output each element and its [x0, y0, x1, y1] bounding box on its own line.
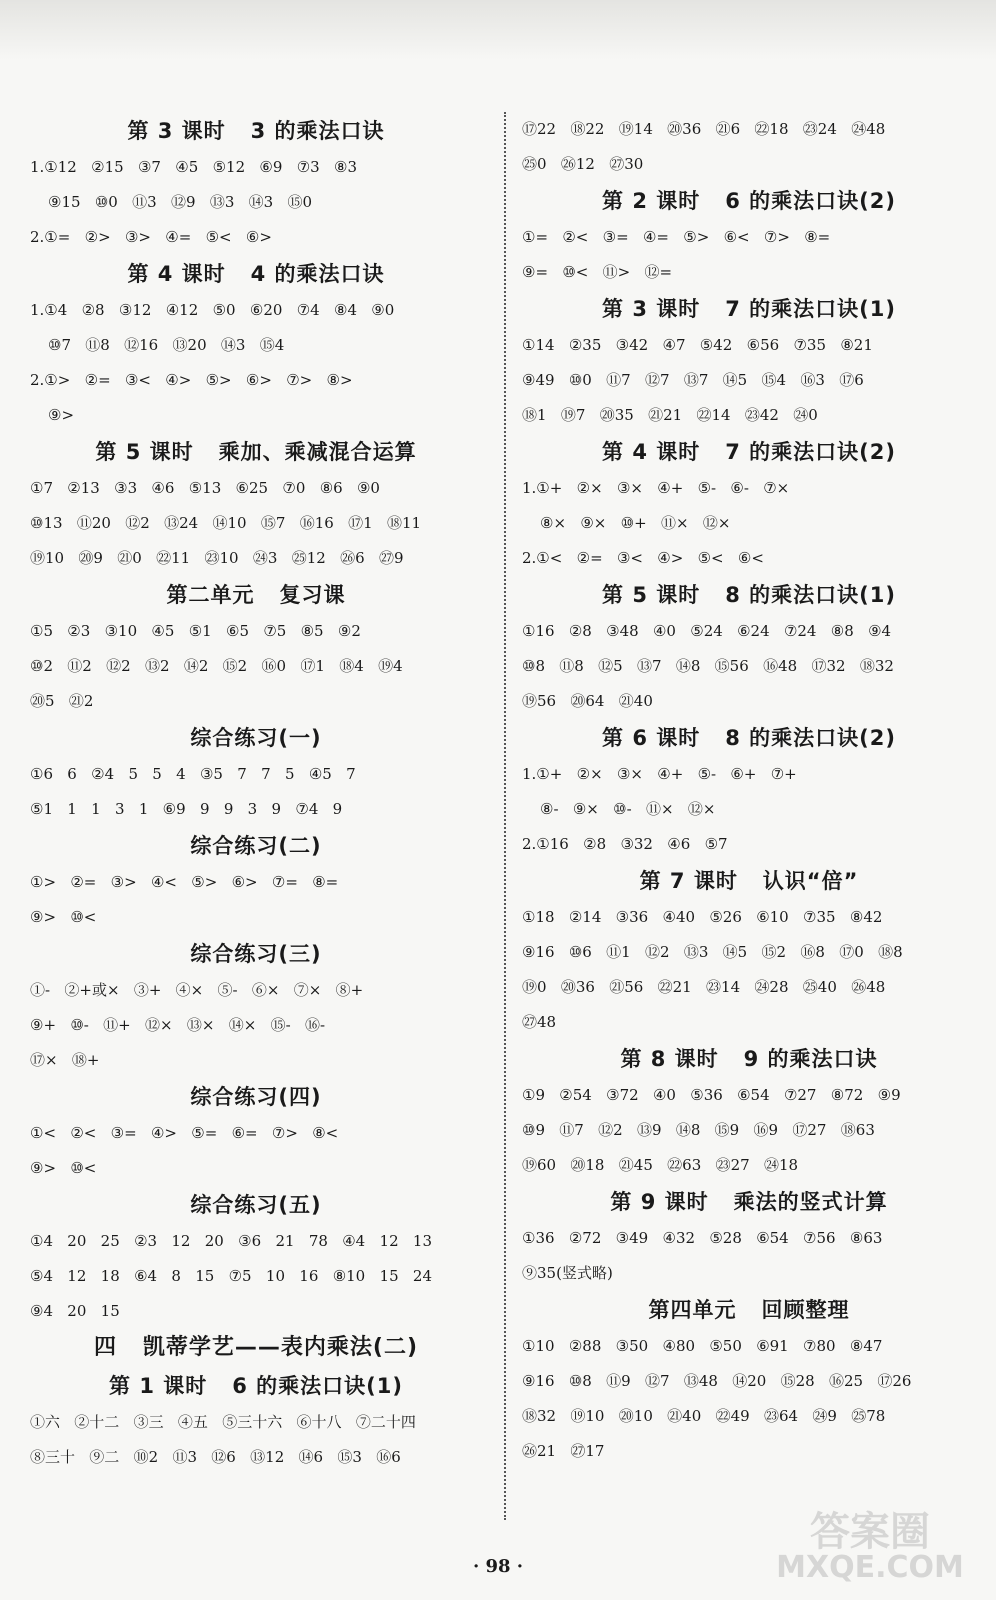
- answer-line: 2.①16 ②8 ③32 ④6 ⑤7: [522, 835, 728, 853]
- answer-line: ⑤4 12 18 ⑥4 8 15 ⑦5 10 16 ⑧10 15 24: [30, 1267, 433, 1285]
- answer-line: ⑩2 ⑪2 ⑫2 ⑬2 ⑭2 ⑮2 ⑯0 ⑰1 ⑱4 ⑲4: [30, 657, 403, 675]
- answer-line: ⑧三十 ⑨二 ⑩2 ⑪3 ⑫6 ⑬12 ⑭6 ⑮3 ⑯6: [30, 1448, 401, 1466]
- section-heading: 第 2 课时 6 的乘法口诀(2): [602, 189, 896, 213]
- answer-line: ⑧- ⑨× ⑩- ⑪× ⑫×: [540, 800, 716, 818]
- page-top-shading: [0, 0, 996, 60]
- answer-line: ①10 ②88 ③50 ④80 ⑤50 ⑥91 ⑦80 ⑧47: [522, 1337, 883, 1355]
- answer-line: ⑱1 ⑲7 ⑳35 ㉑21 ㉒14 ㉓42 ㉔0: [522, 406, 818, 424]
- answer-line: ⑲60 ⑳18 ㉑45 ㉒63 ㉓27 ㉔18: [522, 1156, 799, 1174]
- answer-line: ①16 ②8 ③48 ④0 ⑤24 ⑥24 ⑦24 ⑧8 ⑨4: [522, 622, 892, 640]
- section-heading: 第二单元 复习课: [166, 583, 346, 607]
- answer-line: ⑩9 ⑪7 ⑫2 ⑬9 ⑭8 ⑮9 ⑯9 ⑰27 ⑱63: [522, 1121, 875, 1139]
- section-heading: 综合练习(三): [190, 942, 322, 966]
- answer-line: ⑲56 ⑳64 ㉑40: [522, 692, 653, 710]
- section-heading: 第 3 课时 3 的乘法口诀: [127, 119, 385, 143]
- answer-line: ⑲10 ⑳9 ㉑0 ㉒11 ㉓10 ㉔3 ㉕12 ㉖6 ㉗9: [30, 549, 404, 567]
- answer-line: ⑨16 ⑩8 ⑪9 ⑫7 ⑬48 ⑭20 ⑮28 ⑯25 ⑰26: [522, 1372, 912, 1390]
- section-heading: 第 8 课时 9 的乘法口诀: [620, 1047, 878, 1071]
- answer-line: ①六 ②十二 ③三 ④五 ⑤三十六 ⑥十八 ⑦二十四: [30, 1413, 416, 1431]
- answer-line: ⑨= ⑩< ⑪> ⑫=: [522, 263, 673, 281]
- answer-line: ⑨16 ⑩6 ⑪1 ⑫2 ⑬3 ⑭5 ⑮2 ⑯8 ⑰0 ⑱8: [522, 943, 903, 961]
- section-heading: 综合练习(一): [190, 726, 322, 750]
- answer-line: ⑩13 ⑪20 ⑫2 ⑬24 ⑭10 ⑮7 ⑯16 ⑰1 ⑱11: [30, 514, 422, 532]
- answer-line: 1.①+ ②× ③× ④+ ⑤- ⑥- ⑦×: [522, 479, 790, 497]
- answer-line: 1.①+ ②× ③× ④+ ⑤- ⑥+ ⑦+: [522, 765, 797, 783]
- answer-line: ⑳5 ㉑2: [30, 692, 94, 710]
- answer-line: ⑨> ⑩<: [30, 1159, 97, 1177]
- watermark-subtitle: MXQE.COM: [776, 1550, 964, 1585]
- section-heading: 第 5 课时 乘加、乘减混合运算: [95, 440, 417, 464]
- answer-line: ㉖21 ㉗17: [522, 1442, 605, 1460]
- answer-line: ⑩7 ⑪8 ⑫16 ⑬20 ⑭3 ⑮4: [48, 336, 285, 354]
- answer-line: ⑩8 ⑪8 ⑫5 ⑬7 ⑭8 ⑮56 ⑯48 ⑰32 ⑱32: [522, 657, 894, 675]
- right-answer-column: [522, 112, 976, 1469]
- answer-line: ⑲0 ⑳36 ㉑56 ㉒21 ㉓14 ㉔28 ㉕40 ㉖48: [522, 978, 886, 996]
- watermark-logo: [760, 1500, 980, 1590]
- answer-line: ①36 ②72 ③49 ④32 ⑤28 ⑥54 ⑦56 ⑧63: [522, 1229, 883, 1247]
- answer-line: ①- ②+或× ③+ ④× ⑤- ⑥× ⑦× ⑧+: [30, 981, 364, 999]
- section-heading: 第 7 课时 认识“倍”: [639, 869, 859, 893]
- answer-line: ⑰× ⑱+: [30, 1051, 100, 1069]
- left-answer-column: [30, 112, 482, 1475]
- answer-line: 1.①12 ②15 ③7 ④5 ⑤12 ⑥9 ⑦3 ⑧3: [30, 158, 357, 176]
- answer-line: ①= ②< ③= ④= ⑤> ⑥< ⑦> ⑧=: [522, 228, 831, 246]
- answer-line: ①18 ②14 ③36 ④40 ⑤26 ⑥10 ⑦35 ⑧42: [522, 908, 883, 926]
- section-heading: 综合练习(四): [190, 1085, 322, 1109]
- column-divider: [504, 112, 506, 1520]
- answer-line: ㉗48: [522, 1013, 557, 1031]
- section-heading: 综合练习(五): [190, 1193, 322, 1217]
- answer-line: ①4 20 25 ②3 12 20 ③6 21 78 ④4 12 13: [30, 1232, 433, 1250]
- answer-line: ①7 ②13 ③3 ④6 ⑤13 ⑥25 ⑦0 ⑧6 ⑨0: [30, 479, 380, 497]
- section-heading: 第 4 课时 7 的乘法口诀(2): [602, 440, 896, 464]
- answer-line: ⑨>: [48, 406, 75, 424]
- section-heading: 第四单元 回顾整理: [648, 1298, 850, 1322]
- answer-line: ⑨15 ⑩0 ⑪3 ⑫9 ⑬3 ⑭3 ⑮0: [48, 193, 313, 211]
- answer-line: 1.①4 ②8 ③12 ④12 ⑤0 ⑥20 ⑦4 ⑧4 ⑨0: [30, 301, 395, 319]
- answer-line: ①> ②= ③> ④< ⑤> ⑥> ⑦= ⑧=: [30, 873, 339, 891]
- watermark-title: 答案圈: [810, 1509, 930, 1555]
- answer-line: ⑨4 20 15: [30, 1302, 120, 1320]
- answer-line: ①5 ②3 ③10 ④5 ⑤1 ⑥5 ⑦5 ⑧5 ⑨2: [30, 622, 361, 640]
- section-heading: 第 3 课时 7 的乘法口诀(1): [602, 297, 896, 321]
- answer-line: ⑱32 ⑲10 ⑳10 ㉑40 ㉒49 ㉓64 ㉔9 ㉕78: [522, 1407, 886, 1425]
- answer-line: ①14 ②35 ③42 ④7 ⑤42 ⑥56 ⑦35 ⑧21: [522, 336, 873, 354]
- answer-line: ⑨> ⑩<: [30, 908, 97, 926]
- answer-line: 2.①< ②= ③< ④> ⑤< ⑥<: [522, 549, 764, 567]
- answer-line: ⑰22 ⑱22 ⑲14 ⑳36 ㉑6 ㉒18 ㉓24 ㉔48: [522, 120, 886, 138]
- section-heading: 第 1 课时 6 的乘法口诀(1): [109, 1374, 403, 1398]
- page-number: · 98 ·: [472, 1556, 524, 1577]
- section-heading: 四 凯蒂学艺——表内乘法(二): [93, 1335, 419, 1360]
- answer-line: ⑧× ⑨× ⑩+ ⑪× ⑫×: [540, 514, 731, 532]
- answer-line: 2.①= ②> ③> ④= ⑤< ⑥>: [30, 228, 272, 246]
- answer-line: ⑨35(竖式略): [522, 1264, 613, 1282]
- answer-line: ⑤1 1 1 3 1 ⑥9 9 9 3 9 ⑦4 9: [30, 800, 343, 818]
- answer-line: ①6 6 ②4 5 5 4 ③5 7 7 5 ④5 7: [30, 765, 356, 783]
- section-heading: 第 6 课时 8 的乘法口诀(2): [602, 726, 896, 750]
- section-heading: 综合练习(二): [190, 834, 322, 858]
- answer-line: ①< ②< ③= ④> ⑤= ⑥= ⑦> ⑧<: [30, 1124, 339, 1142]
- section-heading: 第 4 课时 4 的乘法口诀: [127, 262, 385, 286]
- answer-line: ⑨49 ⑩0 ⑪7 ⑫7 ⑬7 ⑭5 ⑮4 ⑯3 ⑰6: [522, 371, 864, 389]
- section-heading: 第 9 课时 乘法的竖式计算: [610, 1190, 888, 1214]
- answer-line: 2.①> ②= ③< ④> ⑤> ⑥> ⑦> ⑧>: [30, 371, 353, 389]
- answer-line: ⑨+ ⑩- ⑪+ ⑫× ⑬× ⑭× ⑮- ⑯-: [30, 1016, 326, 1034]
- section-heading: 第 5 课时 8 的乘法口诀(1): [602, 583, 896, 607]
- answer-line: ①9 ②54 ③72 ④0 ⑤36 ⑥54 ⑦27 ⑧72 ⑨9: [522, 1086, 901, 1104]
- answer-line: ㉕0 ㉖12 ㉗30: [522, 155, 644, 173]
